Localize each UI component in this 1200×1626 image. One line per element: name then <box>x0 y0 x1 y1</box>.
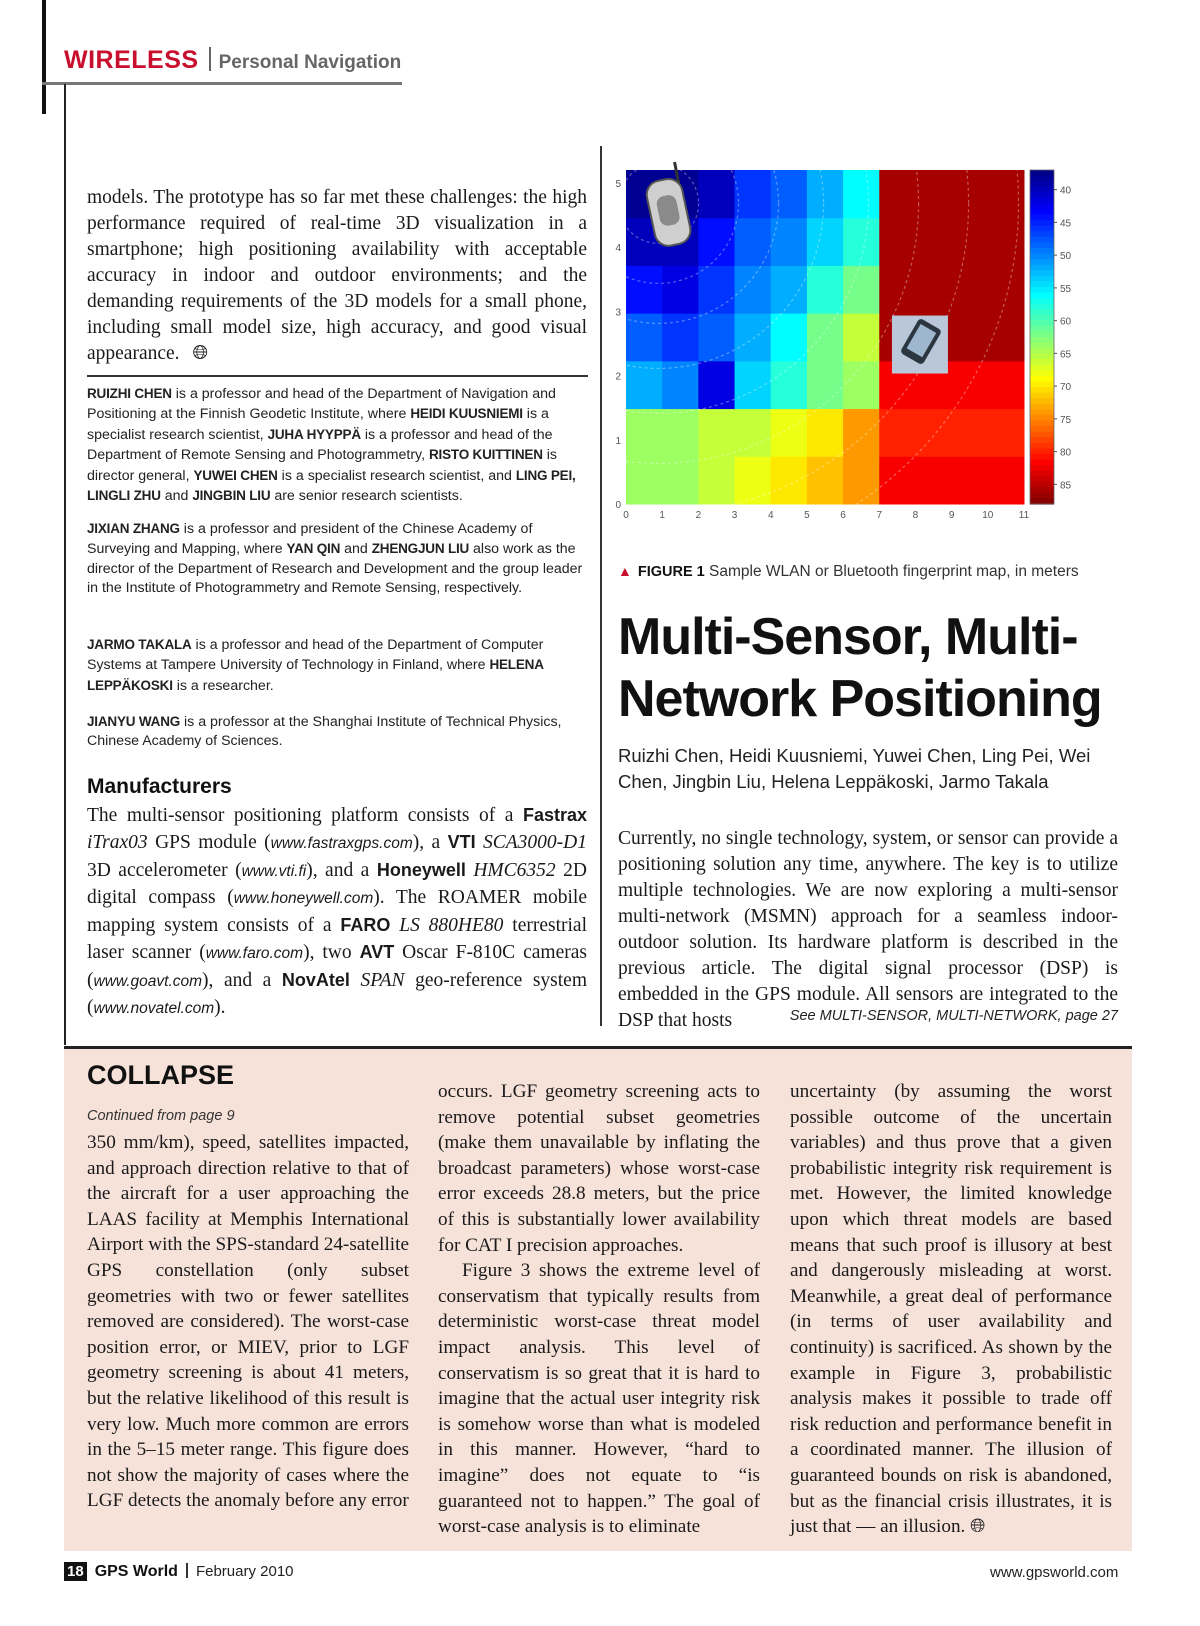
colorbar-segment <box>1030 242 1054 248</box>
header-divider <box>209 47 211 71</box>
x-tick-label: 1 <box>659 510 665 521</box>
heatmap-cell <box>698 456 735 504</box>
bio-divider <box>87 375 588 377</box>
colorbar-segment <box>1030 226 1054 232</box>
heatmap-cell <box>662 456 699 504</box>
colorbar-segment <box>1030 376 1054 382</box>
collapse-column-3: uncertainty (by assuming the worst possible outcome of the uncertain variables) and thus prove that a given probabilistic integrity risk requirement is met. However, the limited knowledge upon which threat models are based means that such proof is illusory at best and dangerously misleading at worst. Meanwhile, a great deal of performance (in terms of user availability and continuity) is sacrificed. As shown by the example in Figure 3, probabilistic analysis makes it possible to trade off risk reduction and performance benefit in a coordinated manner. The illusion of guaranteed bounds on risk is abandoned, but as the financial crisis illustrates, it is just that — an illusion. 🌐︎ <box>790 1081 1112 1538</box>
colorbar-segment <box>1030 354 1054 360</box>
fingerprint-map-figure <box>612 160 1112 540</box>
end-mark-icon: 🌐︎ <box>192 343 209 364</box>
heatmap-cell <box>879 265 916 313</box>
heatmap-cell <box>952 409 989 457</box>
y-tick-label: 5 <box>615 178 621 190</box>
x-tick-label: 2 <box>695 510 702 521</box>
subsection-label: Personal Navigation <box>218 52 402 73</box>
x-tick-label: 0 <box>623 510 629 521</box>
colorbar-segment <box>1030 482 1054 488</box>
x-tick-label: 8 <box>912 510 919 521</box>
heatmap-cell <box>807 170 844 218</box>
heatmap-cell <box>771 265 808 313</box>
colorbar-segment <box>1030 281 1054 287</box>
colorbar-segment <box>1030 465 1054 471</box>
x-tick-label: 4 <box>767 510 774 521</box>
heatmap-cell <box>915 170 952 218</box>
colorbar-segment <box>1030 331 1054 337</box>
colorbar-segment <box>1030 309 1054 315</box>
heatmap-cell <box>807 218 844 266</box>
x-tick-label: 3 <box>731 510 738 521</box>
colorbar-segment <box>1030 326 1054 332</box>
colorbar-segment <box>1030 215 1054 221</box>
colorbar-segment <box>1030 203 1054 209</box>
colorbar-segment <box>1030 209 1054 215</box>
colorbar-segment <box>1030 448 1054 454</box>
heatmap-cell <box>879 409 916 457</box>
colorbar-segment <box>1030 270 1054 276</box>
heatmap-cell <box>988 218 1025 266</box>
article-authors: Ruizhi Chen, Heidi Kuusniemi, Yuwei Chen, Ling Pei, Wei Chen, Jingbin Liu, Helena Leppäkoski, Jarmo Takala <box>618 745 1091 792</box>
heatmap-cell <box>807 361 844 409</box>
author-bio: JARMO TAKALA is a professor and head of the Department of Computer Systems at Tampere University of Technology in Finland, where HELENA LEPPÄKOSKI is a researcher. <box>87 637 544 694</box>
colorbar-segment <box>1030 248 1054 254</box>
heatmap-cell <box>915 456 952 504</box>
heatmap-cell <box>735 218 772 266</box>
colorbar-segment <box>1030 254 1054 260</box>
heatmap-cell <box>843 170 880 218</box>
colorbar-segment <box>1030 421 1054 427</box>
heatmap-cell <box>698 409 735 457</box>
colorbar-segment <box>1030 471 1054 477</box>
paragraph: occurs. LGF geometry screening acts to remove potential subset geometries (make them unavailable by inflating the broadcast parameters) whose worst-case error exceeds 28.8 meters, but the price of this is substantially lower availability for CAT I precision approaches. <box>438 1081 760 1256</box>
heatmap-cell <box>952 265 989 313</box>
heatmap-cell <box>915 265 952 313</box>
colorbar-segment <box>1030 415 1054 421</box>
heatmap-cell <box>843 409 880 457</box>
colorbar-segment <box>1030 265 1054 271</box>
header-underline <box>42 82 402 85</box>
colorbar-segment <box>1030 198 1054 204</box>
continued-from: Continued from page 9 <box>87 1108 235 1124</box>
heatmap-cell <box>807 409 844 457</box>
colorbar-segment <box>1030 370 1054 376</box>
colorbar-segment <box>1030 359 1054 365</box>
author-bio: JIXIAN ZHANG is a professor and president of the Chinese Academy of Surveying and Mapping, where YAN QIN and ZHENGJUN LIU also work as the director of the Department of Research and Development and the group leader in the Institute of Photogrammetry and Remote Sensing, respectively. <box>87 521 583 597</box>
colorbar-tick-label: 55 <box>1060 283 1072 295</box>
figure-caption <box>618 563 1079 581</box>
x-tick-label: 7 <box>876 510 883 521</box>
colorbar-tick-label: 65 <box>1060 349 1072 361</box>
heatmap-cell <box>771 456 808 504</box>
left-column-rule <box>64 84 66 1045</box>
heatmap-cell <box>662 313 699 361</box>
heatmap-cell <box>879 218 916 266</box>
collapse-column-2 <box>438 1079 760 1540</box>
heatmap-cell <box>988 409 1025 457</box>
heatmap-cell <box>843 456 880 504</box>
heatmap-cell <box>735 265 772 313</box>
article-title: Multi-Sensor, Multi-Network Positioning <box>618 608 1102 728</box>
heatmap-cell <box>843 265 880 313</box>
colorbar-tick-label: 45 <box>1060 218 1072 230</box>
author-bio: RUIZHI CHEN is a professor and head of the Department of Navigation and Positioning at the Finnish Geodetic Institute, where HEIDI KUUSNIEMI is a specialist research scientist, JUHA HYYPPÄ is a professor and head of the Department of Remote Sensing and Photogrammetry, RISTO KUITTINEN is director general, YUWEI CHEN is a specialist research scientist, and LING PEI, LINGLI ZHU and JINGBIN LIU are senior research scientists. <box>87 386 576 505</box>
colorbar-tick-label: 85 <box>1060 480 1072 492</box>
heatmap-cell <box>952 170 989 218</box>
colorbar-tick-label: 40 <box>1060 185 1072 197</box>
section-label: WIRELESS <box>64 46 199 74</box>
colorbar-segment <box>1030 176 1054 182</box>
colorbar-segment <box>1030 409 1054 415</box>
heatmap-cell <box>662 361 699 409</box>
heatmap-cell <box>626 313 663 361</box>
heatmap-cell <box>698 170 735 218</box>
heatmap-cell <box>952 456 989 504</box>
heatmap-cell <box>807 265 844 313</box>
colorbar-segment <box>1030 304 1054 310</box>
y-tick-label: 1 <box>615 435 621 447</box>
heatmap-cell <box>662 265 699 313</box>
collapse-heading: COLLAPSE <box>87 1060 235 1090</box>
page-number: 18 <box>64 1562 87 1581</box>
colorbar-tick-label: 60 <box>1060 316 1072 328</box>
colorbar-segment <box>1030 398 1054 404</box>
colorbar-segment <box>1030 315 1054 321</box>
colorbar-segment <box>1030 393 1054 399</box>
heatmap-cell <box>735 313 772 361</box>
colorbar-segment <box>1030 348 1054 354</box>
x-tick-label: 6 <box>840 510 846 521</box>
heatmap-cell <box>952 218 989 266</box>
header-vertical-rule <box>42 0 46 114</box>
heatmap-cell <box>807 456 844 504</box>
y-tick-label: 0 <box>615 500 621 511</box>
heatmap-cell <box>735 170 772 218</box>
x-tick-label: 9 <box>948 510 955 521</box>
heatmap-cell <box>662 409 699 457</box>
heatmap-cell <box>698 313 735 361</box>
manufacturers-paragraph: The multi-sensor positioning platform consists of a Fastrax iTrax03 GPS module (www.fastraxgps.com), a VTI SCA3000-D1 3D accelerometer (www.vti.fi), and a Honeywell HMC6352 2D digital compass (www.honeywell.com). The ROAMER mobile mapping system consists of a FARO LS 880HE80 terrestrial laser scanner (www.faro.com), two AVT Oscar F-810C cameras (www.goavt.com), and a NovAtel SPAN geo-reference system (www.novatel.com). <box>87 805 587 1018</box>
colorbar-segment <box>1030 487 1054 493</box>
colorbar-segment <box>1030 320 1054 326</box>
heatmap-cell <box>626 409 663 457</box>
manufacturers-heading: Manufacturers <box>87 775 232 798</box>
footer-divider <box>186 1563 188 1578</box>
heatmap-cell <box>988 313 1025 361</box>
x-tick-label: 5 <box>804 510 810 521</box>
author-bio: JIANYU WANG is a professor at the Shanghai Institute of Technical Physics, Chinese Academy of Sciences. <box>87 714 562 750</box>
colorbar-segment <box>1030 476 1054 482</box>
heatmap-cell <box>698 361 735 409</box>
colorbar-segment <box>1030 259 1054 265</box>
y-tick-label: 2 <box>615 371 621 383</box>
caption-triangle-icon: ▲ <box>618 563 632 579</box>
colorbar-segment <box>1030 237 1054 243</box>
colorbar-segment <box>1030 454 1054 460</box>
column-divider <box>600 146 602 1026</box>
colorbar-segment <box>1030 493 1054 499</box>
colorbar-tick-label: 80 <box>1060 447 1072 459</box>
heatmap-cell <box>988 361 1025 409</box>
heatmap-cell <box>698 265 735 313</box>
x-tick-label: 10 <box>982 510 994 521</box>
heatmap-cell <box>988 456 1025 504</box>
heatmap-cell <box>843 313 880 361</box>
colorbar-segment <box>1030 387 1054 393</box>
heatmap-cell <box>771 409 808 457</box>
issue-date: February 2010 <box>195 1563 294 1580</box>
heatmap-cell <box>807 313 844 361</box>
y-tick-label: 3 <box>615 307 621 319</box>
heatmap-cell <box>843 361 880 409</box>
figure-caption-text: Sample WLAN or Bluetooth fingerprint map, in meters <box>709 563 1079 580</box>
colorbar-segment <box>1030 276 1054 282</box>
page-footer <box>64 1562 294 1581</box>
heatmap-cell <box>626 265 663 313</box>
heatmap-cell <box>879 170 916 218</box>
colorbar-segment <box>1030 337 1054 343</box>
colorbar-segment <box>1030 443 1054 449</box>
colorbar-segment <box>1030 292 1054 298</box>
colorbar-segment <box>1030 170 1054 176</box>
heatmap-cell <box>952 361 989 409</box>
heatmap-cell <box>952 313 989 361</box>
heatmap-cell <box>879 456 916 504</box>
colorbar-segment <box>1030 343 1054 349</box>
colorbar-segment <box>1030 192 1054 198</box>
colorbar-segment <box>1030 432 1054 438</box>
y-tick-label: 4 <box>615 243 621 255</box>
heatmap-cell <box>771 313 808 361</box>
colorbar-tick-label: 75 <box>1060 414 1072 426</box>
heatmap-cell <box>771 218 808 266</box>
article-body: Currently, no single technology, system, or sensor can provide a positioning solution any time, anywhere. The key is to utilize multiple technologies. We are now exploring a multi-sensor multi-network (MSMN) approach for a seamless indoor-outdoor solution. Its hardware platform is described in the previous article. The digital signal processor (DSP) is embedded in the GPS module. All sensors are integrated to the DSP that hosts <box>618 828 1118 1031</box>
colorbar-segment <box>1030 459 1054 465</box>
colorbar-tick-label: 50 <box>1060 251 1072 263</box>
heatmap-cell <box>735 409 772 457</box>
collapse-column-1: 350 mm/km), speed, satellites impacted, and approach direction relative to that of the aircraft for a user approaching the LAAS facility at Memphis International Airport with the SPS-standard 24-satellite GPS constellation (only subset geometries with two or fewer satellites removed are considered). The worst-case position error, or MIEV, prior to LGF geometry screening is about 41 meters, but the relative likelihood of this result is very low. Much more common are errors in the 5–15 meter range. This figure does not show the majority of cases where the LGF detects the anomaly before any error <box>87 1132 409 1512</box>
heatmap-cell <box>735 361 772 409</box>
heatmap-cell <box>735 456 772 504</box>
colorbar-segment <box>1030 426 1054 432</box>
paragraph: Figure 3 shows the extreme level of conservatism that typically results from deterministic worst-case threat model impact analysis. This level of conservatism is so great that it is hard to imagine that the actual user integrity risk is somehow worse than what is modeled in this manner. However, “hard to imagine” does not equate to “is guaranteed not to happen.” The goal of worst-case analysis is to eliminate <box>438 1260 760 1538</box>
article-end-paragraph <box>87 185 587 367</box>
colorbar-segment <box>1030 298 1054 304</box>
magazine-name: GPS World <box>94 1563 178 1580</box>
heatmap-cell <box>988 265 1025 313</box>
website-url: www.gpsworld.com <box>990 1564 1119 1581</box>
heatmap-cell <box>915 218 952 266</box>
end-mark-icon: 🌐︎ <box>970 1516 986 1538</box>
figure-label: FIGURE 1 <box>637 564 705 580</box>
colorbar-segment <box>1030 231 1054 237</box>
colorbar-tick-label: 70 <box>1060 382 1072 394</box>
colorbar-segment <box>1030 404 1054 410</box>
colorbar-segment <box>1030 382 1054 388</box>
x-tick-label: 11 <box>1018 510 1030 521</box>
colorbar-segment <box>1030 287 1054 293</box>
colorbar-segment <box>1030 220 1054 226</box>
colorbar-segment <box>1030 437 1054 443</box>
continued-jump: See MULTI-SENSOR, MULTI-NETWORK, page 27 <box>789 1008 1118 1024</box>
heatmap-cell <box>771 361 808 409</box>
colorbar-segment <box>1030 181 1054 187</box>
paragraph-text: models. The prototype has so far met these challenges: the high performance required of real-time 3D visualization in a smartphone; high positioning availability with acceptable accuracy in indoor and outdoor environments; and the demanding requirements of the 3D models for a small phone, including small model size, high accuracy, and good visual appearance. <box>87 187 587 364</box>
colorbar-segment <box>1030 365 1054 371</box>
colorbar-segment <box>1030 187 1054 193</box>
running-header <box>64 46 401 75</box>
